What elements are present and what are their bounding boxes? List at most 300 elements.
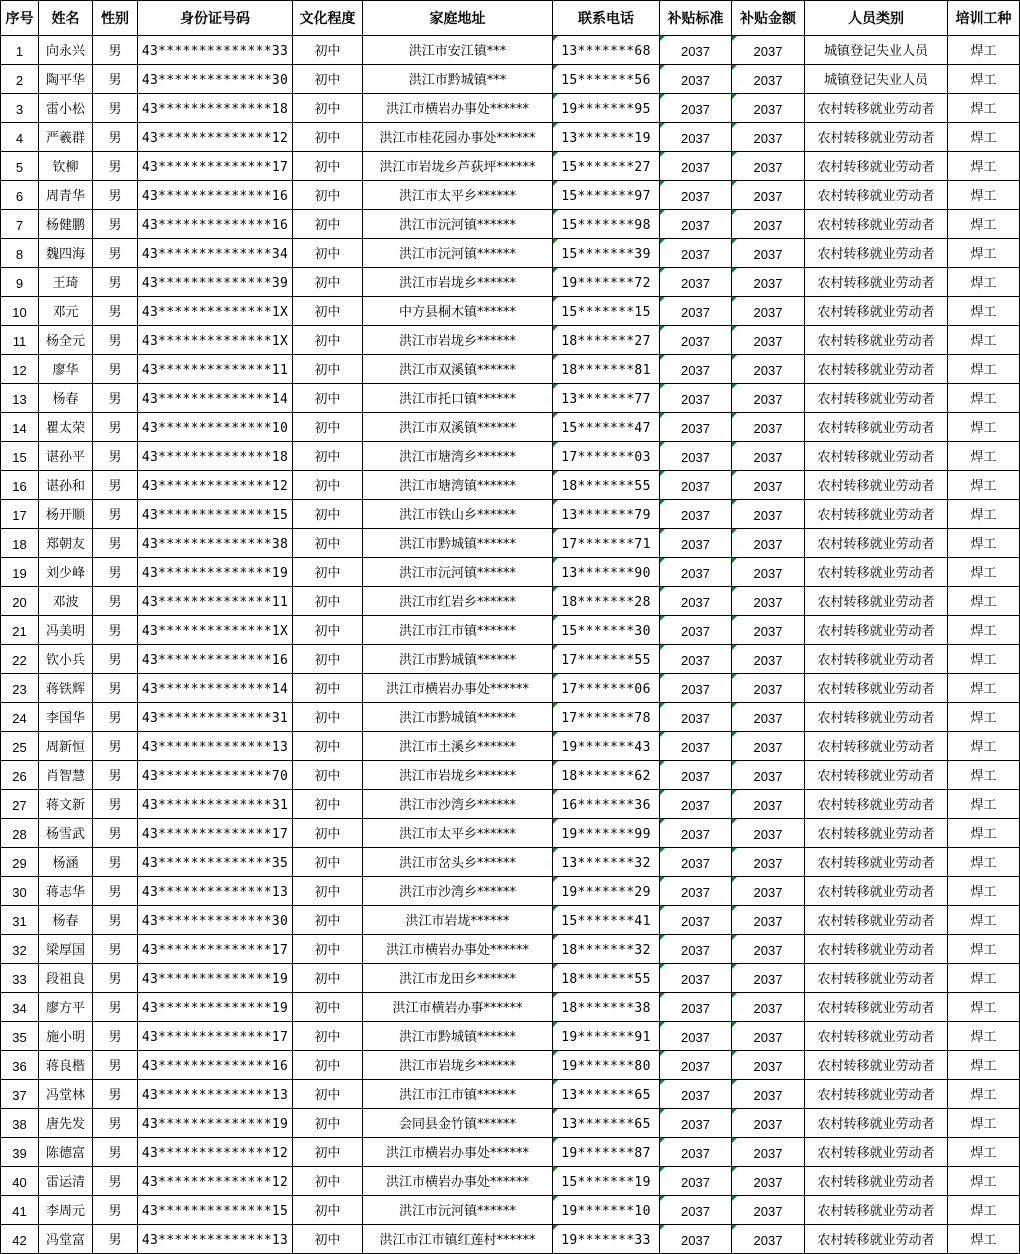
cell-education: 初中: [293, 1051, 363, 1080]
cell-gender: 男: [93, 152, 138, 181]
cell-education: 初中: [293, 906, 363, 935]
cell-person-category: 农村转移就业劳动者: [805, 558, 948, 587]
cell-training-trade: 焊工: [948, 558, 1020, 587]
cell-gender: 男: [93, 790, 138, 819]
table-row: [1, 152, 1020, 181]
cell-name: 杨健鹏: [39, 210, 93, 239]
cell-phone: 18*******32: [553, 935, 660, 964]
cell-subsidy-amount: 2037: [732, 326, 805, 355]
cell-seq: 16: [1, 471, 39, 500]
cell-phone: 13*******68: [553, 36, 660, 65]
table-row: [1, 529, 1020, 558]
cell-phone: 15*******98: [553, 210, 660, 239]
cell-address: 洪江市黔城镇***: [363, 65, 553, 94]
cell-education: 初中: [293, 268, 363, 297]
cell-seq: 42: [1, 1225, 39, 1254]
cell-education: 初中: [293, 1225, 363, 1254]
cell-training-trade: 焊工: [948, 935, 1020, 964]
cell-subsidy-standard: 2037: [660, 616, 732, 645]
cell-seq: 11: [1, 326, 39, 355]
cell-id-number: 43**************16: [138, 210, 293, 239]
cell-address: 中方县桐木镇******: [363, 297, 553, 326]
table-row: [1, 906, 1020, 935]
cell-name: 蒋铁辉: [39, 674, 93, 703]
cell-person-category: 农村转移就业劳动者: [805, 1080, 948, 1109]
cell-address: 洪江市岔头乡******: [363, 848, 553, 877]
cell-subsidy-amount: 2037: [732, 703, 805, 732]
cell-subsidy-amount: 2037: [732, 355, 805, 384]
cell-seq: 36: [1, 1051, 39, 1080]
cell-id-number: 43**************15: [138, 500, 293, 529]
header-id-number: 身份证号码: [138, 1, 293, 36]
cell-education: 初中: [293, 94, 363, 123]
cell-gender: 男: [93, 210, 138, 239]
table-row: [1, 587, 1020, 616]
cell-seq: 40: [1, 1167, 39, 1196]
cell-subsidy-standard: 2037: [660, 181, 732, 210]
cell-gender: 男: [93, 500, 138, 529]
cell-id-number: 43**************14: [138, 384, 293, 413]
cell-seq: 17: [1, 500, 39, 529]
cell-training-trade: 焊工: [948, 210, 1020, 239]
table-row: [1, 935, 1020, 964]
table-row: [1, 36, 1020, 65]
header-address: 家庭地址: [363, 1, 553, 36]
cell-seq: 28: [1, 819, 39, 848]
cell-address: 洪江市塘湾乡******: [363, 442, 553, 471]
cell-phone: 18*******55: [553, 471, 660, 500]
cell-gender: 男: [93, 645, 138, 674]
cell-name: 向永兴: [39, 36, 93, 65]
cell-training-trade: 焊工: [948, 993, 1020, 1022]
cell-phone: 15*******41: [553, 906, 660, 935]
cell-id-number: 43**************13: [138, 1080, 293, 1109]
table-row: [1, 239, 1020, 268]
cell-seq: 33: [1, 964, 39, 993]
cell-name: 刘少峰: [39, 558, 93, 587]
cell-subsidy-amount: 2037: [732, 181, 805, 210]
cell-subsidy-amount: 2037: [732, 616, 805, 645]
cell-name: 瞿太荣: [39, 413, 93, 442]
cell-phone: 19*******99: [553, 819, 660, 848]
cell-training-trade: 焊工: [948, 1138, 1020, 1167]
cell-training-trade: 焊工: [948, 819, 1020, 848]
cell-subsidy-standard: 2037: [660, 558, 732, 587]
cell-person-category: 农村转移就业劳动者: [805, 790, 948, 819]
cell-gender: 男: [93, 819, 138, 848]
cell-person-category: 农村转移就业劳动者: [805, 1225, 948, 1254]
cell-phone: 17*******03: [553, 442, 660, 471]
cell-gender: 男: [93, 413, 138, 442]
cell-name: 肖智慧: [39, 761, 93, 790]
cell-id-number: 43**************17: [138, 935, 293, 964]
cell-subsidy-amount: 2037: [732, 1138, 805, 1167]
cell-subsidy-amount: 2037: [732, 848, 805, 877]
cell-gender: 男: [93, 1225, 138, 1254]
cell-address: 洪江市江市镇******: [363, 616, 553, 645]
cell-address: 洪江市沅河镇******: [363, 1196, 553, 1225]
cell-person-category: 农村转移就业劳动者: [805, 616, 948, 645]
cell-person-category: 农村转移就业劳动者: [805, 442, 948, 471]
cell-subsidy-standard: 2037: [660, 1167, 732, 1196]
cell-name: 李周元: [39, 1196, 93, 1225]
cell-name: 施小明: [39, 1022, 93, 1051]
cell-seq: 37: [1, 1080, 39, 1109]
cell-subsidy-standard: 2037: [660, 587, 732, 616]
cell-name: 郑朝友: [39, 529, 93, 558]
cell-address: 洪江市沅河镇******: [363, 210, 553, 239]
cell-education: 初中: [293, 761, 363, 790]
cell-name: 周新恒: [39, 732, 93, 761]
cell-seq: 31: [1, 906, 39, 935]
cell-address: 洪江市沅河镇******: [363, 558, 553, 587]
cell-id-number: 43**************16: [138, 645, 293, 674]
cell-gender: 男: [93, 239, 138, 268]
cell-education: 初中: [293, 848, 363, 877]
cell-gender: 男: [93, 442, 138, 471]
cell-education: 初中: [293, 297, 363, 326]
cell-subsidy-amount: 2037: [732, 1225, 805, 1254]
cell-name: 雷小松: [39, 94, 93, 123]
cell-address: 洪江市岩垅乡芦荻坪******: [363, 152, 553, 181]
cell-training-trade: 焊工: [948, 848, 1020, 877]
cell-education: 初中: [293, 616, 363, 645]
cell-phone: 19*******10: [553, 1196, 660, 1225]
table-row: [1, 877, 1020, 906]
cell-address: 洪江市太平乡******: [363, 819, 553, 848]
cell-subsidy-amount: 2037: [732, 297, 805, 326]
cell-training-trade: 焊工: [948, 355, 1020, 384]
cell-subsidy-standard: 2037: [660, 442, 732, 471]
cell-seq: 25: [1, 732, 39, 761]
table-row: [1, 94, 1020, 123]
cell-subsidy-standard: 2037: [660, 384, 732, 413]
table-row: [1, 442, 1020, 471]
cell-address: 洪江市江市镇红莲村******: [363, 1225, 553, 1254]
cell-person-category: 农村转移就业劳动者: [805, 297, 948, 326]
cell-id-number: 43**************31: [138, 790, 293, 819]
cell-subsidy-amount: 2037: [732, 732, 805, 761]
cell-subsidy-amount: 2037: [732, 1080, 805, 1109]
table-row: [1, 1080, 1020, 1109]
cell-name: 陈德富: [39, 1138, 93, 1167]
cell-subsidy-amount: 2037: [732, 1196, 805, 1225]
cell-gender: 男: [93, 616, 138, 645]
cell-training-trade: 焊工: [948, 1022, 1020, 1051]
cell-education: 初中: [293, 993, 363, 1022]
cell-id-number: 43**************11: [138, 587, 293, 616]
cell-person-category: 农村转移就业劳动者: [805, 1138, 948, 1167]
cell-education: 初中: [293, 239, 363, 268]
cell-education: 初中: [293, 558, 363, 587]
table-row: [1, 819, 1020, 848]
cell-seq: 32: [1, 935, 39, 964]
table-row: [1, 1051, 1020, 1080]
cell-id-number: 43**************14: [138, 674, 293, 703]
cell-subsidy-standard: 2037: [660, 761, 732, 790]
cell-seq: 30: [1, 877, 39, 906]
cell-person-category: 农村转移就业劳动者: [805, 413, 948, 442]
cell-name: 冯堂林: [39, 1080, 93, 1109]
cell-gender: 男: [93, 587, 138, 616]
cell-education: 初中: [293, 1109, 363, 1138]
cell-gender: 男: [93, 181, 138, 210]
table-row: [1, 1138, 1020, 1167]
cell-address: 洪江市岩垅乡******: [363, 1051, 553, 1080]
cell-subsidy-amount: 2037: [732, 65, 805, 94]
cell-phone: 15*******30: [553, 616, 660, 645]
cell-gender: 男: [93, 529, 138, 558]
cell-name: 蒋良楷: [39, 1051, 93, 1080]
cell-education: 初中: [293, 674, 363, 703]
cell-gender: 男: [93, 877, 138, 906]
table-row: [1, 964, 1020, 993]
cell-address: 洪江市安江镇***: [363, 36, 553, 65]
cell-gender: 男: [93, 297, 138, 326]
cell-id-number: 43**************38: [138, 529, 293, 558]
cell-id-number: 43**************19: [138, 993, 293, 1022]
cell-seq: 9: [1, 268, 39, 297]
cell-id-number: 43**************35: [138, 848, 293, 877]
cell-subsidy-standard: 2037: [660, 645, 732, 674]
cell-phone: 19*******91: [553, 1022, 660, 1051]
header-education: 文化程度: [293, 1, 363, 36]
cell-seq: 20: [1, 587, 39, 616]
cell-phone: 13*******32: [553, 848, 660, 877]
cell-address: 洪江市沙湾乡******: [363, 790, 553, 819]
cell-subsidy-standard: 2037: [660, 268, 732, 297]
cell-name: 杨开顺: [39, 500, 93, 529]
cell-name: 邓波: [39, 587, 93, 616]
cell-person-category: 农村转移就业劳动者: [805, 732, 948, 761]
cell-education: 初中: [293, 500, 363, 529]
cell-id-number: 43**************19: [138, 558, 293, 587]
cell-address: 洪江市横岩办事处******: [363, 94, 553, 123]
cell-gender: 男: [93, 761, 138, 790]
cell-id-number: 43**************12: [138, 1167, 293, 1196]
cell-seq: 34: [1, 993, 39, 1022]
cell-id-number: 43**************17: [138, 819, 293, 848]
cell-address: 洪江市沅河镇******: [363, 239, 553, 268]
cell-address: 洪江市岩垅乡******: [363, 326, 553, 355]
cell-id-number: 43**************19: [138, 1109, 293, 1138]
cell-id-number: 43**************18: [138, 442, 293, 471]
cell-seq: 13: [1, 384, 39, 413]
cell-phone: 19*******29: [553, 877, 660, 906]
cell-training-trade: 焊工: [948, 442, 1020, 471]
cell-name: 段祖良: [39, 964, 93, 993]
cell-subsidy-standard: 2037: [660, 471, 732, 500]
cell-training-trade: 焊工: [948, 761, 1020, 790]
cell-person-category: 农村转移就业劳动者: [805, 587, 948, 616]
cell-gender: 男: [93, 935, 138, 964]
cell-address: 洪江市横岩办事处******: [363, 1167, 553, 1196]
cell-id-number: 43**************31: [138, 703, 293, 732]
cell-person-category: 农村转移就业劳动者: [805, 152, 948, 181]
cell-address: 洪江市江市镇******: [363, 1080, 553, 1109]
cell-name: 陶平华: [39, 65, 93, 94]
cell-gender: 男: [93, 65, 138, 94]
cell-subsidy-amount: 2037: [732, 1167, 805, 1196]
cell-gender: 男: [93, 268, 138, 297]
table-row: [1, 761, 1020, 790]
table-row: [1, 65, 1020, 94]
cell-subsidy-standard: 2037: [660, 790, 732, 819]
cell-subsidy-standard: 2037: [660, 500, 732, 529]
cell-subsidy-amount: 2037: [732, 529, 805, 558]
cell-seq: 29: [1, 848, 39, 877]
cell-training-trade: 焊工: [948, 529, 1020, 558]
cell-subsidy-standard: 2037: [660, 1196, 732, 1225]
cell-phone: 19*******33: [553, 1225, 660, 1254]
cell-education: 初中: [293, 442, 363, 471]
cell-subsidy-amount: 2037: [732, 587, 805, 616]
cell-phone: 18*******28: [553, 587, 660, 616]
cell-phone: 17*******71: [553, 529, 660, 558]
cell-education: 初中: [293, 1167, 363, 1196]
cell-seq: 7: [1, 210, 39, 239]
cell-education: 初中: [293, 210, 363, 239]
cell-phone: 15*******97: [553, 181, 660, 210]
cell-subsidy-amount: 2037: [732, 471, 805, 500]
cell-address: 洪江市龙田乡******: [363, 964, 553, 993]
cell-gender: 男: [93, 906, 138, 935]
cell-subsidy-standard: 2037: [660, 239, 732, 268]
cell-education: 初中: [293, 1022, 363, 1051]
cell-subsidy-amount: 2037: [732, 210, 805, 239]
cell-subsidy-standard: 2037: [660, 1138, 732, 1167]
cell-training-trade: 焊工: [948, 1196, 1020, 1225]
cell-person-category: 农村转移就业劳动者: [805, 355, 948, 384]
cell-id-number: 43**************12: [138, 1138, 293, 1167]
cell-phone: 19*******72: [553, 268, 660, 297]
cell-gender: 男: [93, 848, 138, 877]
cell-seq: 27: [1, 790, 39, 819]
cell-subsidy-standard: 2037: [660, 210, 732, 239]
cell-education: 初中: [293, 645, 363, 674]
cell-subsidy-amount: 2037: [732, 964, 805, 993]
cell-seq: 10: [1, 297, 39, 326]
cell-subsidy-standard: 2037: [660, 964, 732, 993]
cell-seq: 3: [1, 94, 39, 123]
cell-subsidy-standard: 2037: [660, 65, 732, 94]
cell-subsidy-amount: 2037: [732, 500, 805, 529]
cell-subsidy-amount: 2037: [732, 442, 805, 471]
cell-address: 洪江市岩垅******: [363, 906, 553, 935]
cell-person-category: 农村转移就业劳动者: [805, 500, 948, 529]
header-subsidy-amount: 补贴金额: [732, 1, 805, 36]
cell-person-category: 农村转移就业劳动者: [805, 761, 948, 790]
cell-name: 蒋志华: [39, 877, 93, 906]
table-row: [1, 210, 1020, 239]
cell-address: 洪江市托口镇******: [363, 384, 553, 413]
cell-subsidy-standard: 2037: [660, 529, 732, 558]
cell-gender: 男: [93, 558, 138, 587]
table-row: [1, 500, 1020, 529]
cell-subsidy-amount: 2037: [732, 1022, 805, 1051]
cell-training-trade: 焊工: [948, 703, 1020, 732]
cell-name: 冯堂富: [39, 1225, 93, 1254]
cell-gender: 男: [93, 674, 138, 703]
cell-gender: 男: [93, 993, 138, 1022]
cell-address: 洪江市土溪乡******: [363, 732, 553, 761]
cell-subsidy-amount: 2037: [732, 558, 805, 587]
table-row: [1, 355, 1020, 384]
cell-gender: 男: [93, 94, 138, 123]
cell-education: 初中: [293, 935, 363, 964]
cell-gender: 男: [93, 1109, 138, 1138]
cell-id-number: 43**************15: [138, 1196, 293, 1225]
cell-address: 洪江市塘湾镇******: [363, 471, 553, 500]
cell-id-number: 43**************19: [138, 964, 293, 993]
header-seq: 序号: [1, 1, 39, 36]
cell-subsidy-amount: 2037: [732, 674, 805, 703]
cell-phone: 15*******39: [553, 239, 660, 268]
cell-phone: 18*******62: [553, 761, 660, 790]
cell-address: 洪江市横岩办事处******: [363, 1138, 553, 1167]
cell-person-category: 农村转移就业劳动者: [805, 674, 948, 703]
cell-person-category: 农村转移就业劳动者: [805, 906, 948, 935]
header-name: 姓名: [39, 1, 93, 36]
cell-person-category: 农村转移就业劳动者: [805, 123, 948, 152]
cell-training-trade: 焊工: [948, 674, 1020, 703]
cell-subsidy-standard: 2037: [660, 993, 732, 1022]
cell-training-trade: 焊工: [948, 36, 1020, 65]
cell-address: 洪江市横岩办事处******: [363, 935, 553, 964]
cell-phone: 13*******90: [553, 558, 660, 587]
cell-phone: 15*******56: [553, 65, 660, 94]
cell-phone: 13*******65: [553, 1080, 660, 1109]
cell-gender: 男: [93, 1167, 138, 1196]
cell-education: 初中: [293, 152, 363, 181]
cell-gender: 男: [93, 123, 138, 152]
cell-id-number: 43**************39: [138, 268, 293, 297]
cell-name: 邓元: [39, 297, 93, 326]
cell-training-trade: 焊工: [948, 413, 1020, 442]
cell-subsidy-standard: 2037: [660, 732, 732, 761]
cell-education: 初中: [293, 471, 363, 500]
table-row: [1, 326, 1020, 355]
cell-name: 杨全元: [39, 326, 93, 355]
cell-address: 洪江市黔城镇******: [363, 529, 553, 558]
cell-subsidy-amount: 2037: [732, 123, 805, 152]
cell-training-trade: 焊工: [948, 268, 1020, 297]
cell-id-number: 43**************13: [138, 1225, 293, 1254]
table-row: [1, 848, 1020, 877]
cell-gender: 男: [93, 1022, 138, 1051]
cell-phone: 18*******38: [553, 993, 660, 1022]
cell-person-category: 农村转移就业劳动者: [805, 848, 948, 877]
cell-name: 王琦: [39, 268, 93, 297]
cell-training-trade: 焊工: [948, 65, 1020, 94]
cell-person-category: 农村转移就业劳动者: [805, 993, 948, 1022]
cell-subsidy-amount: 2037: [732, 239, 805, 268]
cell-education: 初中: [293, 964, 363, 993]
table-row: [1, 703, 1020, 732]
cell-person-category: 农村转移就业劳动者: [805, 94, 948, 123]
cell-id-number: 43**************12: [138, 123, 293, 152]
cell-address: 洪江市岩垅乡******: [363, 268, 553, 297]
cell-phone: 13*******79: [553, 500, 660, 529]
cell-phone: 13*******19: [553, 123, 660, 152]
cell-subsidy-amount: 2037: [732, 413, 805, 442]
cell-id-number: 43**************34: [138, 239, 293, 268]
cell-id-number: 43**************1X: [138, 326, 293, 355]
cell-phone: 15*******47: [553, 413, 660, 442]
table-row: [1, 674, 1020, 703]
cell-education: 初中: [293, 1196, 363, 1225]
table-row: [1, 790, 1020, 819]
